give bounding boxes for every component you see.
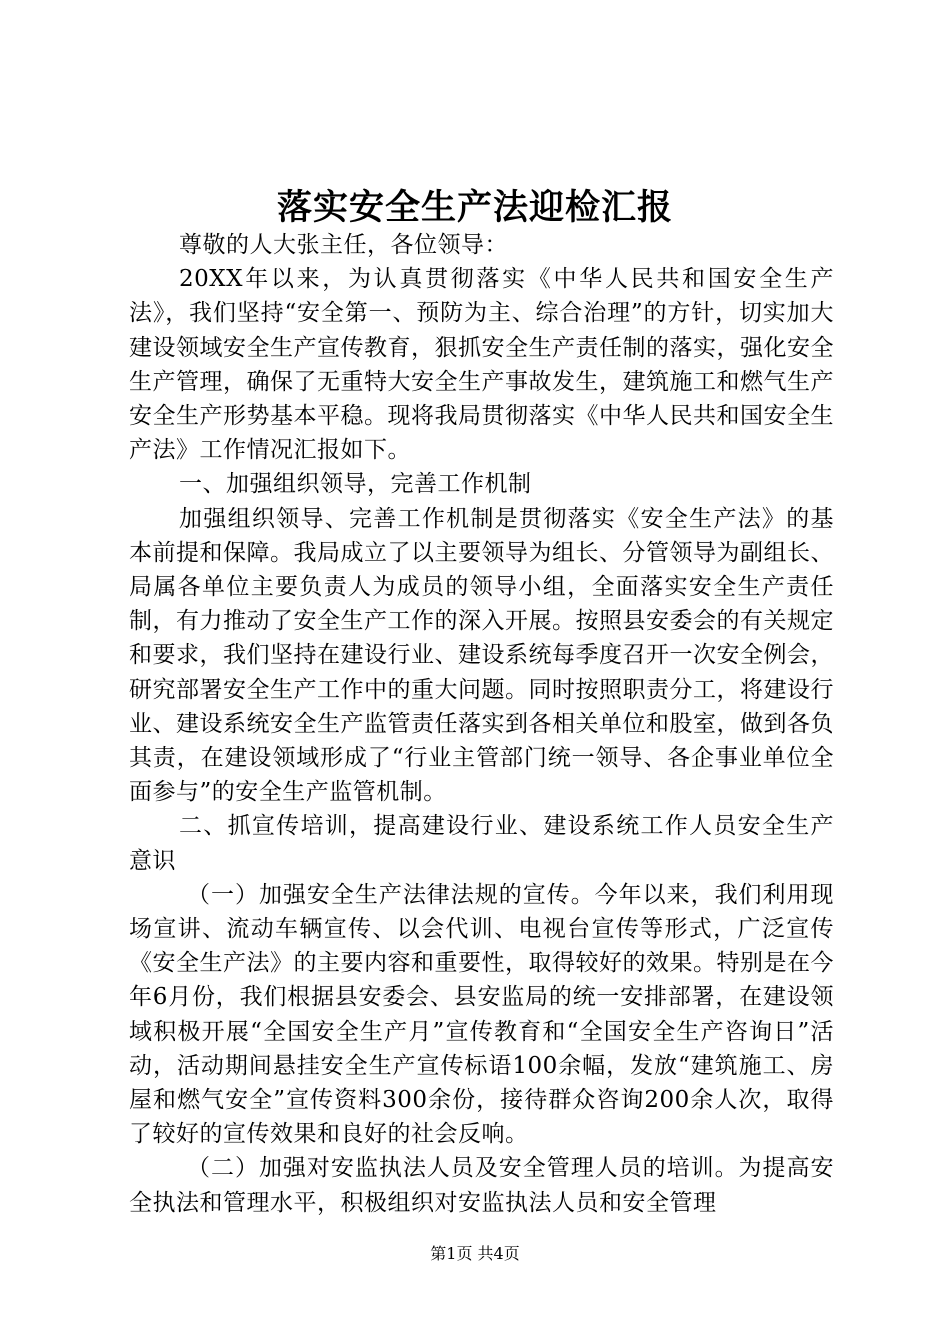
page-footer: 第1页 共4页 [430,1244,520,1263]
document-title: 落实安全生产法迎检汇报 [276,187,673,228]
section-heading-2: 二、抓宣传培训，提高建设行业、建设系统工作人员安全生产意识 [129,813,834,874]
section-heading-1: 一、加强组织领导，完善工作机制 [179,471,532,498]
document-body [129,228,834,1220]
paragraph-intro: 20XX年以来，为认真贯彻落实《中华人民共和国安全生产法》，我们坚持“安全第一、预防为主、综合治理”的方针，切实加大建设领域安全生产宣传教育，狠抓安全生产责任制的落实，强化安全生产管理，确保了无重特大安全生产事故发生，建筑施工和燃气生产安全生产形势基本平稳。现将我局贯彻落实《中华人民共和国安全生产法》工作情况汇报如下。 [129,266,834,464]
paragraph-section-1: 加强组织领导、完善工作机制是贯彻落实《安全生产法》的基本前提和保障。我局成立了以主要领导为组长、分管领导为副组长、局属各单位主要负责人为成员的领导小组，全面落实安全生产责任制，有力推动了安全生产工作的深入开展。按照县安委会的有关规定和要求，我们坚持在建设行业、建设系统每季度召开一次安全例会，研究部署安全生产工作中的重大问题。同时按照职责分工，将建设行业、建设系统安全生产监管责任落实到各相关单位和股室，做到各负其责，在建设领域形成了“行业主管部门统一领导、各企事业单位全面参与”的安全生产监管机制。 [129,505,834,806]
paragraph-subsection-1: （一）加强安全生产法律法规的宣传。今年以来，我们利用现场宣讲、流动车辆宣传、以会代训、电视台宣传等形式，广泛宣传《安全生产法》的主要内容和重要性，取得较好的效果。特别是在今年6月份，我们根据县安委会、县安监局的统一安排部署，在建设领域积极开展“全国安全生产月”宣传教育和“全国安全生产咨询日”活动，活动期间悬挂安全生产宣传标语100余幅，发放“建筑施工、房屋和燃气安全”宣传资料300余份，接待群众咨询200余人次，取得了较好的宣传效果和良好的社会反响。 [129,881,834,1148]
paragraph-subsection-2: （二）加强对安监执法人员及安全管理人员的培训。为提高安全执法和管理水平，积极组织对安监执法人员和安全管理 [129,1155,834,1216]
salutation: 尊敬的人大张主任，各位领导： [179,232,508,258]
